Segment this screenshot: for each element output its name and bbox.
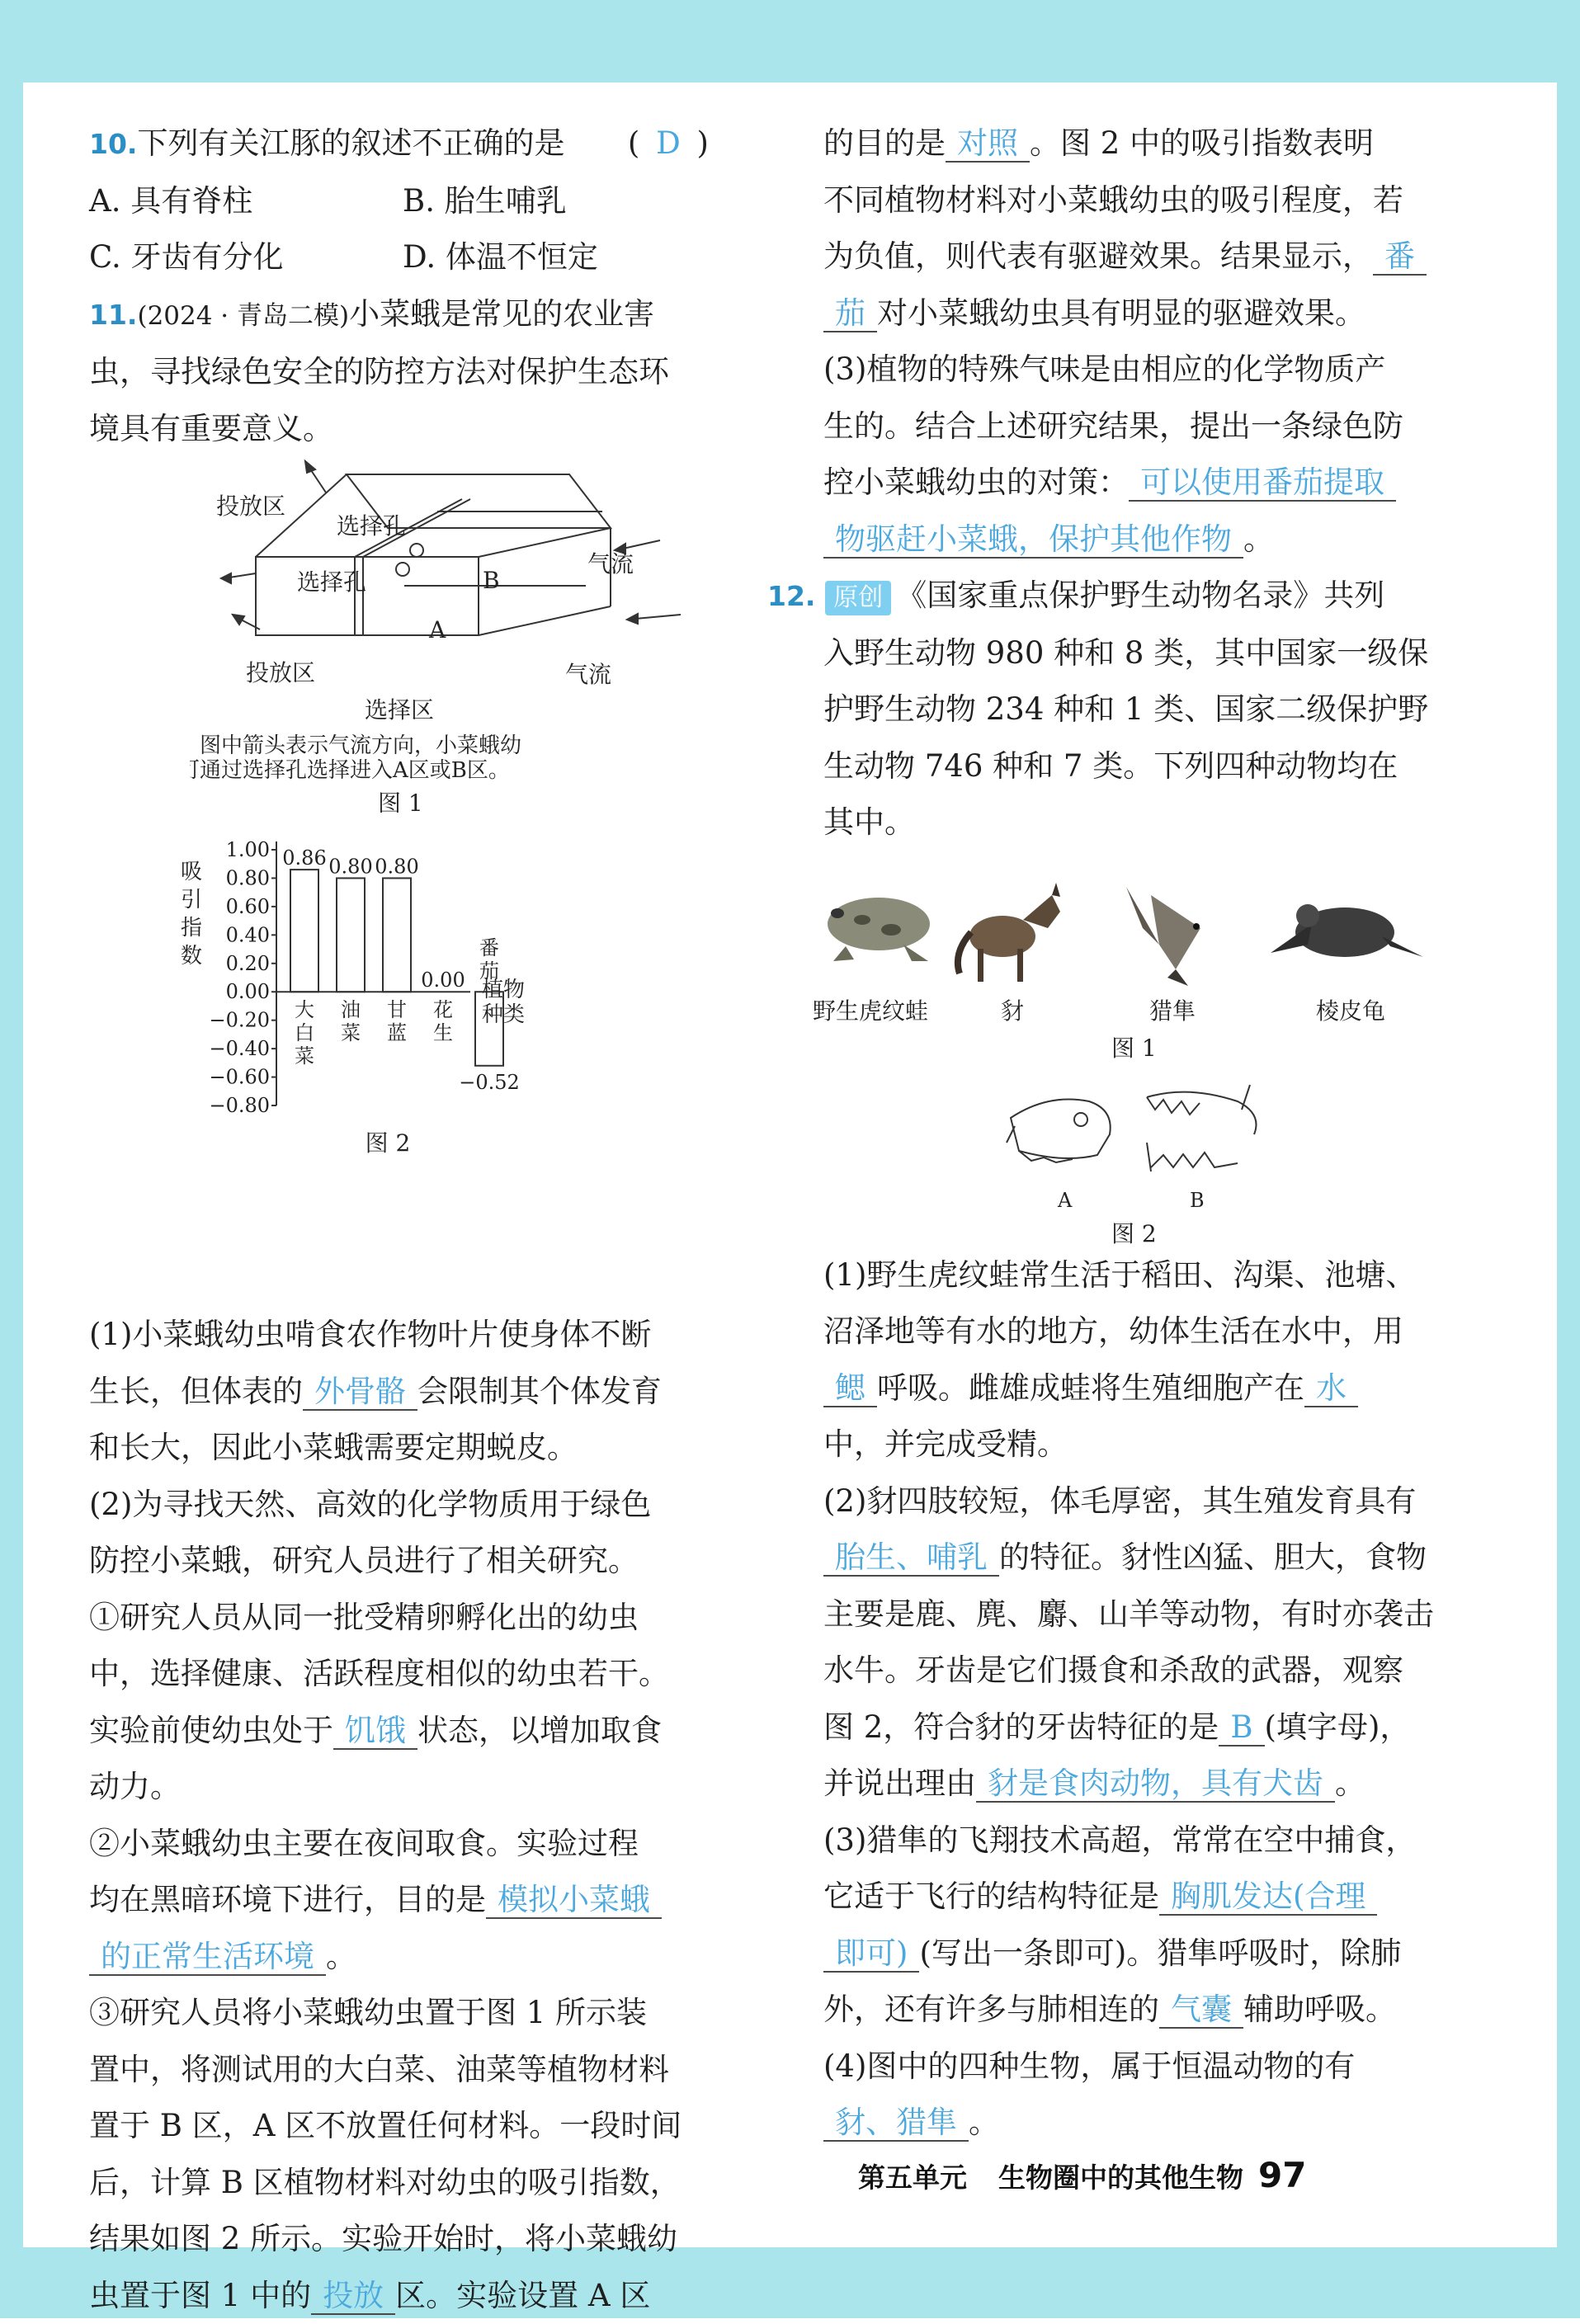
category-label-char: 油	[341, 998, 361, 1021]
page-footer	[858, 2155, 1306, 2195]
animal-label-turtle: 棱皮龟	[1316, 997, 1385, 1025]
skull-a-icon	[1007, 1100, 1111, 1163]
q10-answer: D	[656, 125, 684, 161]
q11-answer-purpose-b: 的正常生活环境	[89, 1939, 326, 1976]
skull-b-icon	[1147, 1085, 1257, 1171]
y-tick-label: 0.40	[226, 923, 270, 946]
q11-p3-line3: 控小菜蛾幼虫的对策： 可以使用番茄提取	[823, 455, 1446, 511]
animal-label-dhole: 豺	[1001, 997, 1024, 1025]
q12-answer-gills: 鳃	[823, 1370, 877, 1407]
q12-p1-line1: (1)野生虎纹蛙常生活于稻田、沟渠、池塘、	[823, 1247, 1446, 1304]
q11-s3-line5: 结果如图 2 所示。实验开始时，将小菜蛾幼	[89, 2211, 712, 2268]
page-number: 97	[1258, 2155, 1306, 2195]
q12-p2-line5: 图 2，符合豺的牙齿特征的是 B (填字母)，	[823, 1699, 1446, 1756]
bar-value-label: 0.80	[375, 855, 418, 878]
category-label-char: 大	[295, 998, 314, 1021]
category-label-char: 菜	[341, 1021, 361, 1044]
q11-p2-line1: (2)为寻找天然、高效的化学物质用于绿色	[89, 1477, 712, 1534]
q11-stem: 11.(2024 · 青岛二模)小菜蛾是常见的农业害	[89, 286, 712, 345]
q11-s3-line4: 后，计算 B 区植物材料对幼虫的吸引指数，	[89, 2155, 712, 2212]
q12-p2-line4: 水牛。牙齿是它们摄食和杀敌的武器，观察	[823, 1643, 1446, 1699]
q11-answer-exoskeleton: 外骨骼	[303, 1374, 417, 1411]
q12-p3-line2: 它适于飞行的结构特征是 胸肌发达(合理	[823, 1869, 1446, 1926]
q12-p4-line2: 豺、猎隼 。	[823, 2095, 1446, 2152]
y-axis-label-char: 吸	[181, 860, 202, 884]
q12-fig1-caption: 图 1	[1111, 1035, 1157, 1062]
skull-label-b: B	[1190, 1189, 1205, 1212]
q12-answer-teeth: B	[1219, 1709, 1264, 1747]
animal-label-falcon: 猎隼	[1149, 997, 1196, 1025]
category-label-char: 番	[479, 936, 499, 959]
q12-answer-viviparous: 胎生、哺乳	[823, 1539, 999, 1577]
q11-p1-line1: (1)小菜蛾幼虫啃食农作物叶片使身体不断	[89, 1307, 712, 1364]
q10-stem: 10.下列有关江豚的叙述不正确的是 ( D )	[89, 115, 712, 173]
chart-caption: 图 2	[366, 1129, 411, 1155]
q11-answer-tomato-a: 番	[1373, 238, 1427, 276]
q11-p3-line4: 物驱赶小菜蛾，保护其他作物 。	[823, 511, 1446, 568]
q11-p1-line3: 和长大，因此小菜蛾需要定期蜕皮。	[89, 1420, 712, 1477]
q12-answer-reason: 豺是食肉动物，具有犬齿	[976, 1765, 1335, 1803]
y-tick-label: −0.20	[209, 1009, 270, 1032]
y-axis-label-char: 引	[181, 888, 202, 912]
fig1-label-hole1: 选择孔	[337, 512, 406, 540]
fig1-note-line1: 注：图中箭头表示气流方向，小菜蛾幼	[190, 733, 521, 758]
q12-p2-line2: 胎生、哺乳 的特征。豺性凶猛、胆大，食物	[823, 1530, 1446, 1586]
footer-title: 生物圈中的其他生物	[998, 2161, 1243, 2194]
category-label-char: 生	[433, 1021, 453, 1044]
q12-answer-air-sacs: 气囊	[1159, 1992, 1243, 2029]
q11-answer-control: 对照	[946, 125, 1030, 163]
q12-p2-line6: 并说出理由 豺是食肉动物，具有犬齿 。	[823, 1756, 1446, 1813]
y-tick-label: 0.60	[226, 895, 270, 918]
category-label-char: 菜	[295, 1044, 314, 1068]
q11-p3-line2: 生的。结合上述研究结果，提出一条绿色防	[823, 398, 1446, 455]
y-tick-label: 0.00	[226, 980, 270, 1003]
bar-value-label: 0.00	[421, 969, 465, 992]
q10-options	[89, 173, 712, 286]
q11-r2: 不同植物材料对小菜蛾幼虫的吸引程度，若	[823, 172, 1446, 229]
q11-answer-tomato-b: 茄	[823, 295, 877, 332]
y-tick-label: 0.20	[226, 952, 270, 975]
category-label-char: 甘	[387, 998, 407, 1021]
q11-figure-1	[190, 450, 685, 813]
bar-value-label: 0.80	[328, 855, 372, 878]
q11-s2-line3: 的正常生活环境 。	[89, 1929, 712, 1986]
fig1-label-a: A	[428, 616, 446, 643]
page-frame-left	[0, 0, 23, 2318]
q12-p1-line2: 沼泽地等有水的地方，幼体生活在水中，用	[823, 1303, 1446, 1360]
y-tick-label: −0.80	[209, 1094, 270, 1117]
q11-s3-line2: 置中，将测试用的大白菜、油菜等植物材料	[89, 2042, 712, 2099]
q10-answer-bracket: ( D )	[628, 115, 712, 172]
leatherback-turtle-icon	[1271, 904, 1423, 957]
page-frame-top	[0, 0, 1580, 82]
q11-s3-line3: 置于 B 区，A 区不放置任何材料。一段时间	[89, 2098, 712, 2155]
bar-1	[337, 878, 365, 992]
q12-line2: 入野生动物 980 种和 8 类，其中国家一级保	[823, 625, 1446, 682]
q12-answer-water: 水	[1304, 1370, 1358, 1407]
fig1-label-hole2: 选择孔	[297, 568, 366, 596]
bar-2	[383, 878, 411, 992]
q12-p1-line4: 中，并完成受精。	[823, 1417, 1446, 1473]
category-label-char: 花	[433, 998, 453, 1021]
y-tick-label: 1.00	[226, 838, 270, 861]
fig1-label-select-area: 选择区	[365, 696, 434, 724]
category-label-char: 白	[295, 1021, 314, 1044]
q12-p3-line3: 即可) (写出一条即可)。猎隼呼吸时，除肺	[823, 1926, 1446, 1982]
q11-figure-2-chart	[173, 829, 635, 1155]
q11-r3: 为负值，则代表有驱避效果。结果显示， 番	[823, 229, 1446, 285]
q12-p3-line1: (3)猎隼的飞翔技术高超，常常在空中捕食，	[823, 1813, 1446, 1869]
q11-s3-line1: ③研究人员将小菜蛾幼虫置于图 1 所示装	[89, 1985, 712, 2042]
q11-p3-line1: (3)植物的特殊气味是由相应的化学物质产	[823, 342, 1446, 398]
y-axis-label-char: 指	[181, 916, 202, 940]
q11-answer-purpose-a: 模拟小菜蛾	[486, 1882, 662, 1919]
fig1-label-airflow1: 气流	[587, 550, 634, 577]
q11-s1-line3: 实验前使幼虫处于 饥饿 状态，以增加取食	[89, 1703, 712, 1760]
bar-value-label: 0.86	[282, 846, 326, 870]
animal-label-frog: 野生虎纹蛙	[813, 997, 928, 1025]
x-axis-label-line1: 植物	[482, 978, 525, 1002]
q12-p4-line1: (4)图中的四种生物，属于恒温动物的有	[823, 2039, 1446, 2095]
q11-s1-line4: 动力。	[89, 1759, 712, 1816]
q12-fig2-caption: 图 2	[1111, 1220, 1157, 1247]
q12-line3: 护野生动物 234 种和 1 类、国家二级保护野	[823, 681, 1446, 738]
footer-unit: 第五单元	[858, 2161, 967, 2194]
q11-answer-hunger: 饥饿	[333, 1713, 417, 1750]
fig1-note-line2: 虫可通过选择孔选择进入A区或B区。	[190, 758, 510, 783]
q12-original-tag: 原创	[825, 581, 891, 615]
q11-s1-line2: 中，选择健康、活跃程度相似的幼虫若干。	[89, 1646, 712, 1703]
q11-stem-line3: 境具有重要意义。	[89, 401, 712, 458]
q11-s1-line1: ①研究人员从同一批受精卵孵化出的幼虫	[89, 1590, 712, 1647]
fig1-caption: 图 1	[378, 790, 423, 813]
q11-answer-strategy-a: 可以使用番茄提取	[1129, 464, 1396, 502]
q12-p1-line3: 鳃 呼吸。雌雄成蛙将生殖细胞产在 水	[823, 1360, 1446, 1417]
q12-answer-endotherms: 豺、猎隼	[823, 2105, 969, 2142]
q11-answer-strategy-b: 物驱赶小菜蛾，保护其他作物	[823, 521, 1243, 559]
q12-p2-line1: (2)豺四肢较短，体毛厚密，其生殖发育具有	[823, 1473, 1446, 1530]
x-axis-label-line2: 种类	[482, 1002, 525, 1027]
q12-p2-line3: 主要是鹿、麂、麝、山羊等动物，有时亦袭击	[823, 1586, 1446, 1643]
q12-answer-flight-a: 胸肌发达(合理	[1159, 1879, 1377, 1916]
frog-icon	[828, 898, 930, 961]
skull-label-a: A	[1057, 1189, 1073, 1212]
q11-source: (2024 · 青岛二模)	[137, 301, 349, 331]
q11-p2-line2: 防控小菜蛾，研究人员进行了相关研究。	[89, 1533, 712, 1590]
q12-line4: 生动物 746 种和 7 类。下列四种动物均在	[823, 738, 1446, 795]
q10-option-a: A. 具有脊柱	[89, 173, 403, 230]
dhole-icon	[958, 883, 1060, 982]
y-tick-label: 0.80	[226, 866, 270, 889]
left-column	[89, 115, 712, 2324]
fig1-label-b: B	[483, 567, 500, 594]
q12-answer-flight-b: 即可)	[823, 1935, 919, 1973]
fig1-label-release-bottom: 投放区	[246, 659, 315, 686]
q12-figure-1	[813, 879, 1456, 1101]
category-label-char: 蓝	[387, 1021, 407, 1044]
q11-s2-line2: 均在黑暗环境下进行，目的是 模拟小菜蛾	[89, 1872, 712, 1929]
q10-option-c: C. 牙齿有分化	[89, 229, 403, 286]
q12-stem: 12. 原创 《国家重点保护野生动物名录》共列	[767, 568, 1446, 625]
q11-r1: 的目的是 对照 。图 2 中的吸引指数表明	[823, 115, 1446, 172]
category-label-char: 茄	[479, 959, 499, 983]
q10-option-d: D. 体温不恒定	[403, 229, 708, 286]
page-frame-right	[1557, 0, 1580, 2318]
y-tick-label: −0.40	[209, 1037, 270, 1060]
q12-figure-2	[998, 1077, 1271, 1250]
bar-0	[290, 870, 318, 992]
bar-value-label: −0.52	[459, 1071, 520, 1094]
fig1-label-airflow2: 气流	[565, 661, 611, 688]
q12-p3-line4: 外，还有许多与肺相连的 气囊 辅助呼吸。	[823, 1982, 1446, 2039]
q11-p1-line2: 生长，但体表的 外骨骼 会限制其个体发育	[89, 1364, 712, 1421]
q11-answer-release: 投放	[311, 2278, 395, 2315]
fig1-label-release-top: 投放区	[216, 493, 285, 520]
q11-stem-line2: 虫，寻找绿色安全的防控方法对保护生态环	[89, 344, 712, 401]
q11-s2-line1: ②小菜蛾幼虫主要在夜间取食。实验过程	[89, 1816, 712, 1873]
y-axis-label-char: 数	[181, 944, 202, 969]
q11-s3-line6: 虫置于图 1 中的 投放 区。实验设置 A 区	[89, 2268, 712, 2324]
y-tick-label: −0.60	[209, 1066, 270, 1089]
falcon-icon	[1126, 887, 1200, 986]
q12-line5: 其中。	[823, 794, 1446, 851]
q11-r4: 茄 对小菜蛾幼虫具有明显的驱避效果。	[823, 285, 1446, 342]
q10-option-b: B. 胎生哺乳	[403, 173, 708, 230]
